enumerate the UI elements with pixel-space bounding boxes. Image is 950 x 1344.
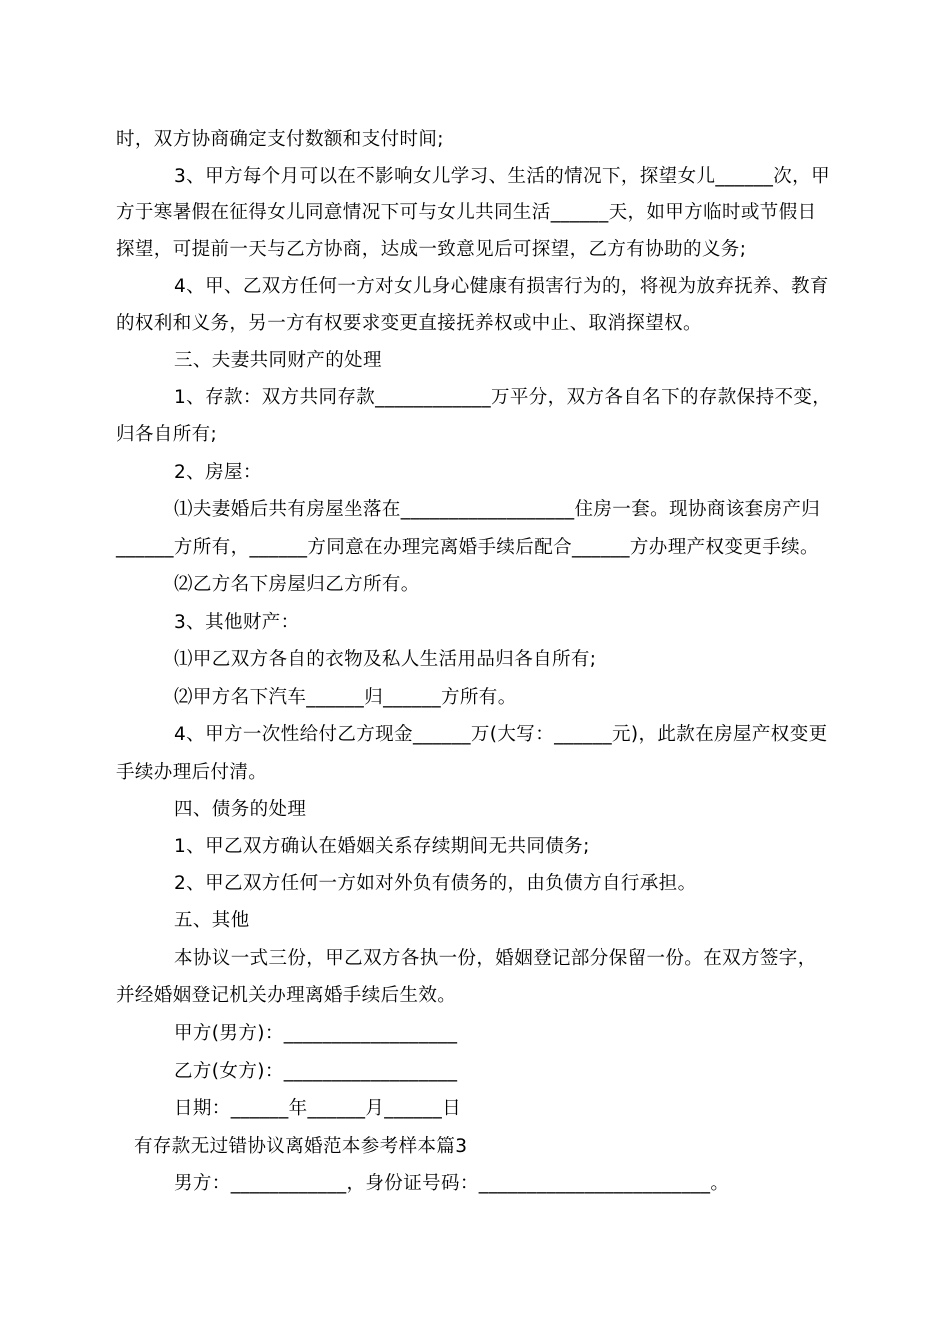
section-heading: 五、其他 xyxy=(174,910,250,931)
paragraph-line: 3、甲方每个月可以在不影响女儿学习、生活的情况下，探望女儿______次，甲 xyxy=(174,166,830,187)
paragraph-line: 4、甲、乙双方任何一方对女儿身心健康有损害行为的，将视为放弃抚养、教育 xyxy=(174,276,829,297)
paragraph-line: ______方所有，______方同意在办理完离婚手续后配合______方办理产权变更手续。 xyxy=(116,537,819,558)
paragraph-line: 3、其他财产： xyxy=(174,612,300,633)
paragraph-line: ⑴夫妻婚后共有房屋坐落在__________________住房一套。现协商该套房产归 xyxy=(174,499,821,520)
paragraph-line: ⑵甲方名下汽车______归______方所有。 xyxy=(174,687,517,708)
paragraph-line: 探望，可提前一天与乙方协商，达成一致意见后可探望，乙方有协助的义务; xyxy=(116,239,747,260)
paragraph-line: 手续办理后付清。 xyxy=(116,762,268,783)
paragraph-line: 方于寒暑假在征得女儿同意情况下可与女儿共同生活______天，如甲方临时或节假日 xyxy=(116,202,817,223)
paragraph-line: 归各自所有; xyxy=(116,424,218,445)
paragraph-line: 男方：____________，身份证号码：________________________。 xyxy=(174,1173,730,1194)
article-title: 有存款无过错协议离婚范本参考样本篇3 xyxy=(134,1136,468,1157)
signature-line: 乙方(女方)：__________________ xyxy=(174,1061,458,1082)
paragraph-line: 时，双方协商确定支付数额和支付时间; xyxy=(116,129,444,150)
paragraph-line: 的权利和义务，另一方有权要求变更直接抚养权或中止、取消探望权。 xyxy=(116,313,702,334)
paragraph-line: 1、甲乙双方确认在婚姻关系存续期间无共同债务; xyxy=(174,836,590,857)
section-heading: 三、夫妻共同财产的处理 xyxy=(174,350,382,371)
paragraph-line: 4、甲方一次性给付乙方现金______万(大写：______元)，此款在房屋产权变更 xyxy=(174,724,828,745)
date-line: 日期：______年______月______日 xyxy=(174,1098,462,1119)
paragraph-line: 1、存款：双方共同存款____________万平分，双方各自名下的存款保持不变， xyxy=(174,387,832,408)
section-heading: 四、债务的处理 xyxy=(174,799,307,820)
paragraph-line: 本协议一式三份，甲乙双方各执一份，婚姻登记部分保留一份。在双方签字， xyxy=(174,948,817,969)
paragraph-line: 并经婚姻登记机关办理离婚手续后生效。 xyxy=(116,985,457,1006)
paragraph-line: ⑴甲乙双方各自的衣物及私人生活用品归各自所有; xyxy=(174,649,597,670)
paragraph-line: 2、甲乙双方任何一方如对外负有债务的，由负债方自行承担。 xyxy=(174,873,697,894)
signature-line: 甲方(男方)：__________________ xyxy=(174,1023,458,1044)
paragraph-line: 2、房屋： xyxy=(174,462,262,483)
paragraph-line: ⑵乙方名下房屋归乙方所有。 xyxy=(174,574,420,595)
